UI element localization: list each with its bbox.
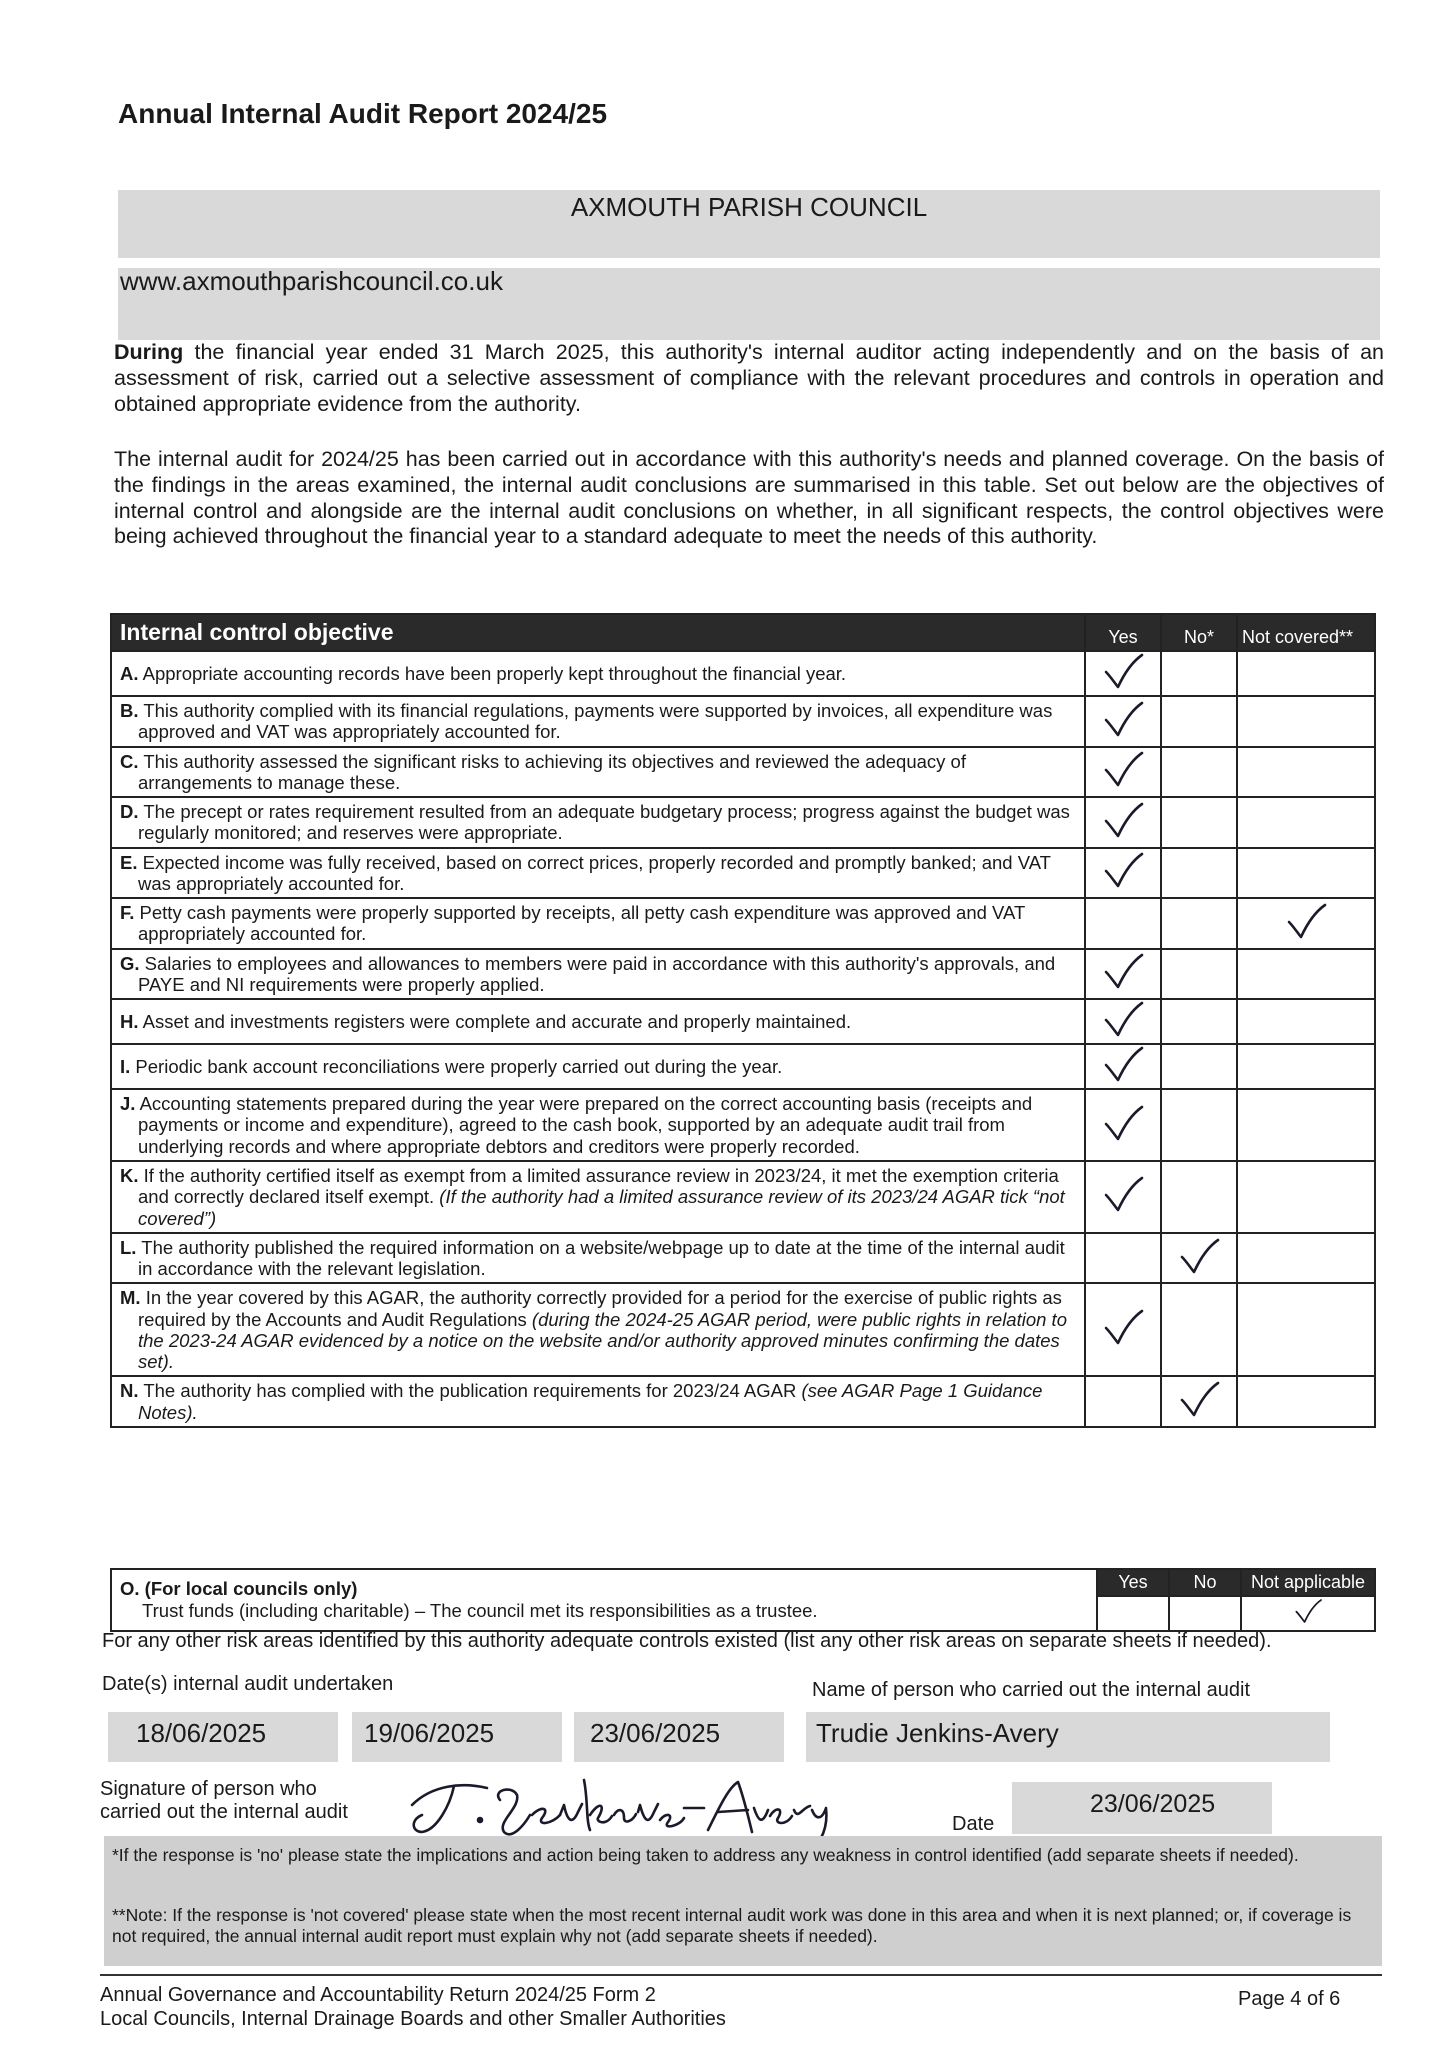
- tick-icon: [1102, 652, 1144, 690]
- answer-no-cell[interactable]: [1161, 747, 1237, 798]
- objective-description: This authority complied with its financial regulations, payments were supported by invoices, all expenditure was approved and VAT was appropriately accounted for.: [138, 700, 1053, 743]
- council-name: AXMOUTH PARISH COUNCIL: [570, 192, 928, 222]
- intro-text: the financial year ended 31 March 2025, this authority's internal auditor acting independently and on the basis of an assessment of risk, carried out a selective assessment of compliance with the relevant procedures and controls in operation and obtained appropriate evidence from the authority.: [114, 340, 1384, 416]
- answer-no-cell[interactable]: [1161, 797, 1237, 848]
- objective-description: Accounting statements prepared during the year were prepared on the correct accounting basis (receipts and payments or income and expenditure), agreed to the cash book, supported by an adequate audit trail from underlying records and where appropriate debtors and creditors were properly recorded.: [138, 1093, 1033, 1157]
- objective-letter: N.: [120, 1380, 139, 1402]
- answer-not-covered-cell[interactable]: [1237, 1283, 1375, 1376]
- answer-yes-cell[interactable]: [1085, 848, 1161, 899]
- objective-letter: J.: [120, 1093, 136, 1115]
- table-row: [111, 999, 1375, 1044]
- intro-paragraph: [114, 340, 1384, 417]
- tick-icon: [1102, 1104, 1144, 1142]
- answer-no-cell[interactable]: [1161, 696, 1237, 747]
- answer-no-cell[interactable]: [1161, 1044, 1237, 1089]
- objective-letter: M.: [120, 1287, 141, 1309]
- objective-letter: A.: [120, 662, 139, 684]
- footer-line-2: Local Councils, Internal Drainage Boards and other Smaller Authorities: [100, 2008, 726, 2030]
- answer-no-cell[interactable]: [1161, 1283, 1237, 1376]
- footer-divider: [100, 1974, 1382, 1976]
- objective-text: [111, 949, 1085, 1000]
- objective-text: [111, 1233, 1085, 1284]
- website-address: www.axmouthparishcouncil.co.uk: [120, 266, 503, 296]
- signature-date-label: Date: [952, 1813, 995, 1835]
- table-row: [111, 696, 1375, 747]
- signature-label-line2: carried out the internal audit: [100, 1801, 348, 1823]
- table-row: [111, 1376, 1375, 1427]
- control-rows: [111, 651, 1375, 1427]
- objective-description: Appropriate accounting records have been properly kept throughout the financial year.: [142, 662, 847, 684]
- table-row: [111, 848, 1375, 899]
- tick-icon: [1287, 1598, 1329, 1624]
- objective-description: The authority has complied with the publication requirements for 2023/24 AGAR: [143, 1380, 802, 1402]
- objective-note: (during the 2024-25 AGAR period, were public rights in relation to the 2023-24 AGAR evidenced by a notice on the website and/or authority approved minutes confirming the dates set).: [138, 1308, 1067, 1373]
- objective-text: [111, 651, 1085, 696]
- table-row: [111, 747, 1375, 798]
- footer-text: [100, 1983, 726, 2031]
- note-no-response: *If the response is 'no' please state the implications and action being taken to address any weakness in control identified (add separate sheets if needed).: [112, 1845, 1299, 1865]
- objective-text: [111, 797, 1085, 848]
- o-no-cell[interactable]: [1169, 1596, 1241, 1631]
- table-row: [111, 1044, 1375, 1089]
- table-row: [111, 1283, 1375, 1376]
- objective-letter: H.: [120, 1011, 139, 1033]
- objective-description: Petty cash payments were properly supported by receipts, all petty cash expenditure was approved and VAT appropriately accounted for.: [138, 902, 1025, 945]
- tick-icon: [1102, 1045, 1144, 1083]
- tick-icon: [1178, 1380, 1220, 1418]
- answer-not-covered-cell[interactable]: [1237, 1233, 1375, 1284]
- objective-description: This authority assessed the significant risks to achieving its objectives and reviewed the adequacy of arrangements to manage these.: [138, 750, 966, 793]
- answer-no-cell[interactable]: [1161, 1089, 1237, 1161]
- objective-letter: F.: [120, 902, 135, 924]
- objective-letter: L.: [120, 1236, 137, 1258]
- answer-not-covered-cell[interactable]: [1237, 898, 1375, 949]
- tick-icon: [1178, 1237, 1220, 1275]
- dates-label: Date(s) internal audit undertaken: [102, 1673, 394, 1695]
- objective-description: The precept or rates requirement resulted from an adequate budgetary process; progress against the budget was regularly monitored; and reserves were appropriate.: [138, 801, 1070, 844]
- tick-icon: [1102, 700, 1144, 738]
- objective-description: Salaries to employees and allowances to members were paid in accordance with this authority's approvals, and PAYE and NI requirements were properly applied.: [138, 952, 1056, 995]
- signature-label-line1: Signature of person who: [100, 1778, 317, 1800]
- objective-description: Asset and investments registers were complete and accurate and properly maintained.: [142, 1011, 852, 1033]
- objective-text: [111, 696, 1085, 747]
- other-risk-text: For any other risk areas identified by this authority adequate controls existed (list any other risk areas on separate sheets if needed).: [102, 1630, 1272, 1652]
- intro-lead: During: [114, 340, 184, 364]
- table-row: [111, 797, 1375, 848]
- answer-no-cell[interactable]: [1161, 999, 1237, 1044]
- answer-no-cell[interactable]: [1161, 1376, 1237, 1427]
- answer-yes-cell[interactable]: [1085, 1089, 1161, 1161]
- signature-date: 23/06/2025: [1090, 1790, 1216, 1818]
- answer-not-covered-cell[interactable]: [1237, 999, 1375, 1044]
- answer-no-cell[interactable]: [1161, 1233, 1237, 1284]
- header-objective: Internal control objective: [111, 614, 1085, 651]
- objective-text: [111, 1089, 1085, 1161]
- summary-paragraph: The internal audit for 2024/25 has been carried out in accordance with this authority's needs and planned coverage. On the basis of the findings in the areas examined, the internal audit conclusions are summarised in this table. Set out below are the objectives of internal control and alongside are the internal audit conclusions on whether, in all significant respects, the control objectives were being achieved throughout the financial year to a standard adequate to meet the needs of this authority.: [114, 447, 1384, 549]
- header-yes: Yes: [1085, 614, 1161, 651]
- objective-text: [111, 1044, 1085, 1089]
- objective-letter: G.: [120, 952, 140, 974]
- answer-yes-cell[interactable]: [1085, 949, 1161, 1000]
- objective-text: [111, 747, 1085, 798]
- table-row: [111, 1089, 1375, 1161]
- audit-date-2: 19/06/2025: [364, 1718, 495, 1748]
- objective-text: [111, 848, 1085, 899]
- answer-not-covered-cell[interactable]: [1237, 1089, 1375, 1161]
- objective-note: (If the authority had a limited assurance review of its 2023/24 AGAR tick “not covered”): [138, 1186, 1065, 1229]
- objective-text: [111, 1376, 1085, 1427]
- objective-description: The authority published the required information on a website/webpage up to date at the time of the internal audit in accordance with the relevant legislation.: [138, 1236, 1065, 1280]
- answer-yes-cell[interactable]: [1085, 1376, 1161, 1427]
- auditor-name: Trudie Jenkins-Avery: [816, 1718, 1059, 1748]
- objective-text: [111, 1283, 1085, 1376]
- answer-no-cell[interactable]: [1161, 848, 1237, 899]
- objective-letter: B.: [120, 700, 139, 721]
- footer-line-1: Annual Governance and Accountability Return 2024/25 Form 2: [100, 1984, 656, 2006]
- tick-icon: [1102, 750, 1144, 788]
- section-o-table: [110, 1568, 1376, 1632]
- objective-description: Expected income was fully received, based on correct prices, properly recorded and promptly banked; and VAT was appropriately accounted for.: [138, 851, 1051, 894]
- objective-letter: C.: [120, 750, 139, 772]
- tick-icon: [1102, 801, 1144, 839]
- answer-yes-cell[interactable]: [1085, 1233, 1161, 1284]
- answer-no-cell[interactable]: [1161, 949, 1237, 1000]
- answer-no-cell[interactable]: [1161, 1161, 1237, 1233]
- section-o-text: [111, 1569, 1097, 1631]
- audit-date-3: 23/06/2025: [590, 1718, 721, 1748]
- objective-text: [111, 999, 1085, 1044]
- answer-not-covered-cell[interactable]: [1237, 651, 1375, 696]
- header-no: No*: [1161, 614, 1237, 651]
- objective-note: (see AGAR Page 1 Guidance Notes).: [138, 1380, 1043, 1423]
- answer-not-covered-cell[interactable]: [1237, 747, 1375, 798]
- note-not-covered: **Note: If the response is 'not covered' please state when the most recent internal audit work was done in this area and when it is next planned; or, if coverage is not required, the annual internal audit report must explain why not (add separate sheets if needed).: [112, 1905, 1352, 1946]
- answer-yes-cell[interactable]: [1085, 1044, 1161, 1089]
- o-header-yes: Yes: [1097, 1569, 1169, 1596]
- page-title: Annual Internal Audit Report 2024/25: [118, 98, 608, 129]
- header-not-covered: Not covered**: [1237, 614, 1375, 651]
- o-header-not-applicable: Not applicable: [1241, 1569, 1375, 1596]
- tick-icon: [1285, 902, 1327, 940]
- tick-icon: [1102, 1175, 1144, 1213]
- objective-text: [111, 898, 1085, 949]
- objective-letter: I.: [120, 1056, 131, 1078]
- table-row: [111, 898, 1375, 949]
- answer-not-covered-cell[interactable]: [1237, 848, 1375, 899]
- signature-label: [100, 1778, 348, 1824]
- o-not-applicable-cell[interactable]: [1241, 1596, 1375, 1631]
- answer-yes-cell[interactable]: [1085, 898, 1161, 949]
- tick-icon: [1102, 1308, 1144, 1346]
- internal-control-table: [110, 613, 1376, 1428]
- section-o-heading: O. (For local councils only): [120, 1577, 358, 1599]
- answer-not-covered-cell[interactable]: [1237, 1376, 1375, 1427]
- section-o-statement: Trust funds (including charitable) – The council met its responsibilities as a trustee.: [142, 1600, 818, 1621]
- answer-yes-cell[interactable]: [1085, 999, 1161, 1044]
- objective-letter: K.: [120, 1164, 139, 1186]
- answer-yes-cell[interactable]: [1085, 696, 1161, 747]
- o-header-no: No: [1169, 1569, 1241, 1596]
- tick-icon: [1102, 1000, 1144, 1038]
- answer-yes-cell[interactable]: [1085, 1161, 1161, 1233]
- page-number: Page 4 of 6: [1238, 1988, 1341, 2010]
- table-row: [111, 1161, 1375, 1233]
- objective-text: [111, 1161, 1085, 1233]
- answer-no-cell[interactable]: [1161, 898, 1237, 949]
- answer-not-covered-cell[interactable]: [1237, 1161, 1375, 1233]
- table-row: [111, 651, 1375, 696]
- answer-yes-cell[interactable]: [1085, 797, 1161, 848]
- answer-yes-cell[interactable]: [1085, 651, 1161, 696]
- answer-yes-cell[interactable]: [1085, 747, 1161, 798]
- objective-description: Periodic bank account reconciliations were properly carried out during the year.: [135, 1056, 783, 1078]
- answer-not-covered-cell[interactable]: [1237, 696, 1375, 747]
- answer-yes-cell[interactable]: [1085, 1283, 1161, 1376]
- audit-date-1: 18/06/2025: [136, 1718, 267, 1748]
- tick-icon: [1102, 851, 1144, 889]
- answer-no-cell[interactable]: [1161, 651, 1237, 696]
- o-yes-cell[interactable]: [1097, 1596, 1169, 1631]
- answer-not-covered-cell[interactable]: [1237, 797, 1375, 848]
- answer-not-covered-cell[interactable]: [1237, 1044, 1375, 1089]
- tick-icon: [1102, 952, 1144, 990]
- auditor-label: Name of person who carried out the internal audit: [812, 1679, 1251, 1701]
- objective-description: If the authority certified itself as exempt from a limited assurance review in 2023/24, it met the exemption criteria and correctly declared itself exempt.: [138, 1164, 1059, 1208]
- objective-letter: D.: [120, 801, 139, 823]
- table-row: [111, 1233, 1375, 1284]
- objective-letter: E.: [120, 851, 138, 873]
- objective-description: In the year covered by this AGAR, the authority correctly provided for a period for the exercise of public rights as required by the Accounts and Audit Regulations: [138, 1287, 1062, 1330]
- table-row: [111, 949, 1375, 1000]
- answer-not-covered-cell[interactable]: [1237, 949, 1375, 1000]
